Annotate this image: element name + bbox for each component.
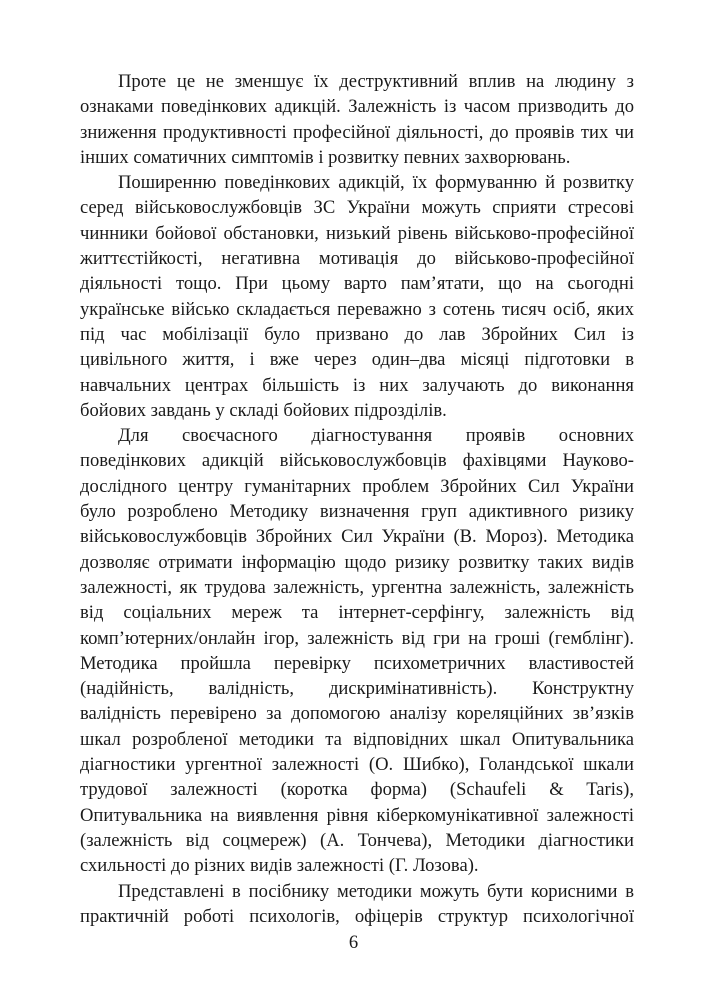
text-line: трудової залежності (коротка форма) (Schaufeli & Taris), bbox=[80, 779, 634, 801]
text-line: діагностики ургентної залежності (О. Шибко), Голандської шкали bbox=[80, 754, 634, 776]
text-line: поведінкових адикцій військовослужбовців фахівцями Науково- bbox=[80, 450, 634, 472]
text-line: інших соматичних симптомів і розвитку певних захворювань. bbox=[80, 146, 571, 168]
text-line: дослідного центру гуманітарних проблем Збройних Сил України bbox=[80, 475, 634, 497]
text-line: Для своєчасного діагностування проявів основних bbox=[118, 425, 634, 447]
text-line: схильності до різних видів залежності (Г. Лозова). bbox=[80, 855, 479, 877]
text-line: Представлені в посібнику методики можуть бути корисними в bbox=[118, 880, 634, 902]
text-line: українське військо складається переважно з сотень тисяч осіб, яких bbox=[80, 298, 634, 320]
text-line: (надійність, валідність, дискримінативність). Конструктну bbox=[80, 678, 634, 700]
text-line: навчальних центрах більшість із них залучають до виконання bbox=[80, 374, 634, 396]
text-line: діяльності тощо. При цьому варто пам’ятати, що на сьогодні bbox=[80, 273, 634, 295]
paragraph bbox=[80, 879, 634, 930]
text-line: було розроблено Методику визначення груп адиктивного ризику bbox=[80, 501, 634, 523]
text-line: життєстійкості, негативна мотивація до військово-професійної bbox=[80, 248, 634, 270]
paragraph bbox=[80, 170, 634, 423]
text-line: шкал розробленої методики та відповідних шкал Опитувальника bbox=[80, 728, 634, 750]
paragraph bbox=[80, 423, 634, 878]
text-line: зниження продуктивності професійної діяльності, до проявів тих чи bbox=[80, 121, 634, 143]
text-line: бойових завдань у складі бойових підрозділів. bbox=[80, 399, 447, 421]
text-line: під час мобілізації було призвано до лав Збройних Сил із bbox=[80, 323, 634, 345]
text-line: ознаками поведінкових адикцій. Залежність із часом призводить до bbox=[80, 96, 634, 118]
text-line: від соціальних мереж та інтернет-серфінгу, залежність від bbox=[80, 602, 634, 624]
page-number: 6 bbox=[348, 932, 359, 953]
text-line: серед військовослужбовців ЗС України можуть сприяти стресові bbox=[80, 197, 634, 219]
text-line: Методика пройшла перевірку психометричних властивостей bbox=[80, 652, 634, 674]
text-line: Опитувальника на виявлення рівня кіберкомунікативної залежності bbox=[80, 804, 634, 826]
text-line: комп’ютерних/онлайн ігор, залежність від гри на гроші (гемблінг). bbox=[80, 627, 634, 649]
text-line: цивільного життя, і вже через один–два місяці підготовки в bbox=[80, 349, 634, 371]
text-line: чинники бойової обстановки, низький рівень військово-професійної bbox=[80, 222, 634, 244]
text-line: Поширенню поведінкових адикцій, їх формуванню й розвитку bbox=[118, 172, 634, 194]
text-line: (залежність від соцмереж) (А. Тончева), Методики діагностики bbox=[80, 829, 634, 851]
text-line: дозволяє отримати інформацію щодо ризику розвитку таких видів bbox=[80, 551, 634, 573]
text-line: практичній роботі психологів, офіцерів структур психологічної bbox=[80, 905, 634, 927]
text-line: військовослужбовців Збройних Сил України (В. Мороз). Методика bbox=[80, 526, 634, 548]
text-line: валідність перевірено за допомогою аналізу кореляційних зв’язків bbox=[80, 703, 634, 725]
paragraph bbox=[80, 69, 634, 170]
page-body bbox=[80, 69, 634, 929]
text-line: Проте це не зменшує їх деструктивний вплив на людину з bbox=[118, 71, 634, 92]
text-line: залежності, як трудова залежність, ургентна залежність, залежність bbox=[80, 576, 634, 598]
